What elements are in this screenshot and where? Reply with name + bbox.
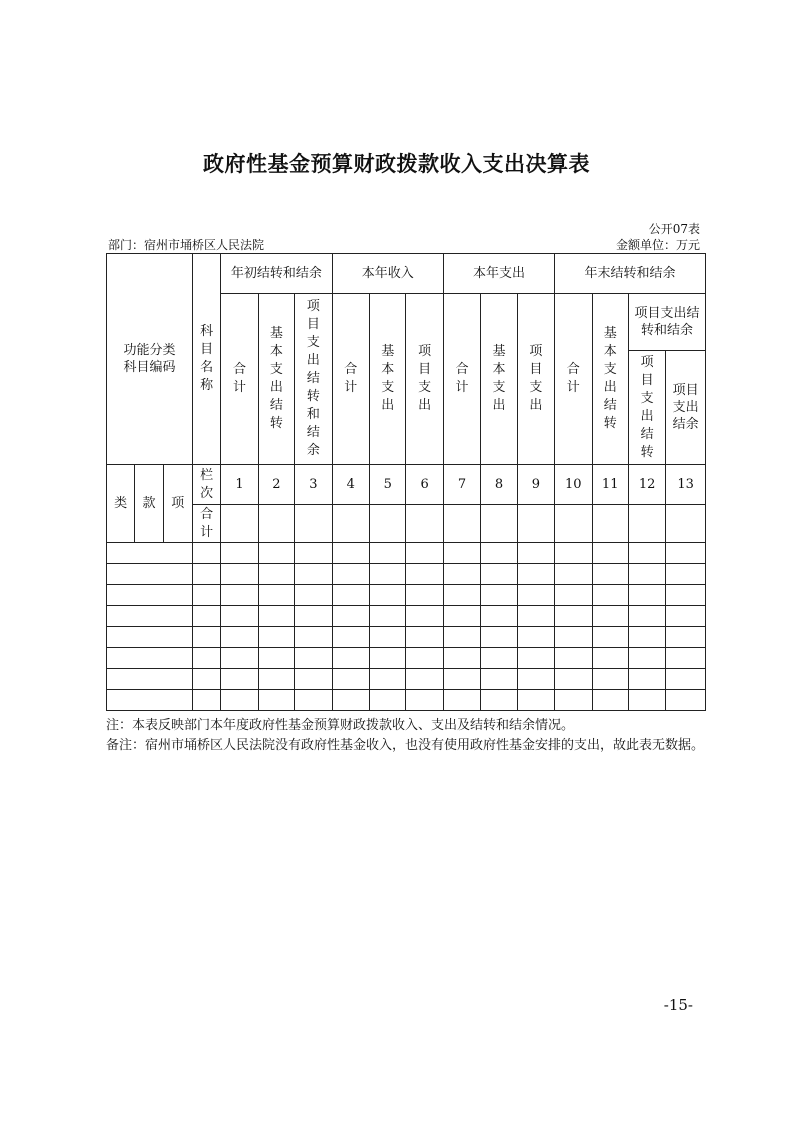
note-text: 注：本表反映部门本年度政府性基金预算财政拨款收入、支出及结转和结余情况。 (106, 718, 575, 733)
table-row (107, 669, 706, 690)
table-cell (370, 505, 406, 543)
group-end-header: 年末结转和结余 (555, 254, 706, 294)
group-begin-header: 年初结转和结余 (221, 254, 332, 294)
col-income-project: 项目支出 (406, 294, 443, 465)
table-row (107, 543, 706, 564)
col-number: 11 (592, 465, 628, 505)
col-begin-total: 合计 (221, 294, 258, 465)
col-number: 9 (517, 465, 554, 505)
table-cell (555, 505, 592, 543)
col-expense-basic: 基本支出 (481, 294, 517, 465)
fund-table (106, 253, 706, 711)
subject-name-header: 科目名称 (192, 254, 220, 465)
col-number: 3 (295, 465, 332, 505)
col-end-project-carry: 项目支出结转 (628, 351, 665, 465)
sum-label: 合计 (192, 505, 220, 543)
col-end-total: 合计 (555, 294, 592, 465)
col-number: 2 (258, 465, 294, 505)
col-number: 4 (332, 465, 369, 505)
table-cell (332, 505, 369, 543)
table-cell (628, 505, 665, 543)
class-header: 类 (107, 465, 135, 543)
remark-text: 备注：宿州市埇桥区人民法院没有政府性基金收入，也没有使用政府性基金安排的支出，故此表无数据。 (106, 738, 705, 753)
sum-row (107, 505, 706, 543)
table-row (107, 564, 706, 585)
col-income-basic: 基本支出 (370, 294, 406, 465)
col-number: 7 (443, 465, 480, 505)
page-title: 政府性基金预算财政拨款收入支出决算表 (203, 152, 590, 176)
func-code-header: 功能分类科目编码 (107, 254, 193, 465)
table-cell (406, 505, 443, 543)
col-end-basic-carry: 基本支出结转 (592, 294, 628, 465)
page-number: -15- (663, 996, 693, 1014)
table-cell (666, 505, 706, 543)
col-expense-project: 项目支出 (517, 294, 554, 465)
col-number: 8 (481, 465, 517, 505)
group-expense-header: 本年支出 (443, 254, 554, 294)
table-cell (221, 505, 258, 543)
amount-unit: 金额单位：万元 (615, 238, 700, 252)
row-no-label: 栏次 (192, 465, 220, 505)
form-number: 公开07表 (648, 222, 700, 236)
col-number: 6 (406, 465, 443, 505)
col-expense-total: 合计 (443, 294, 480, 465)
table-row (107, 648, 706, 669)
table-row (107, 627, 706, 648)
table-cell (443, 505, 480, 543)
table-cell (258, 505, 294, 543)
table-cell (295, 505, 332, 543)
col-end-project-balance: 项目支出结余 (666, 351, 706, 465)
col-number: 12 (628, 465, 665, 505)
table-row (107, 585, 706, 606)
col-end-project-carry-balance: 项目支出结转和结余 (628, 294, 705, 351)
item-header: 项 (163, 465, 192, 543)
col-begin-project-carry-balance: 项目支出结转和结余 (295, 294, 332, 465)
table-row (107, 606, 706, 627)
col-number: 13 (666, 465, 706, 505)
table-cell (517, 505, 554, 543)
col-number: 1 (221, 465, 258, 505)
notes (106, 716, 708, 756)
col-income-total: 合计 (332, 294, 369, 465)
table-row (107, 690, 706, 711)
table-cell (592, 505, 628, 543)
department-label: 部门：宿州市埇桥区人民法院 (108, 238, 265, 252)
col-begin-basic-carry: 基本支出结转 (258, 294, 294, 465)
col-number: 10 (555, 465, 592, 505)
col-number: 5 (370, 465, 406, 505)
group-income-header: 本年收入 (332, 254, 443, 294)
table-cell (481, 505, 517, 543)
section-header: 款 (135, 465, 163, 543)
